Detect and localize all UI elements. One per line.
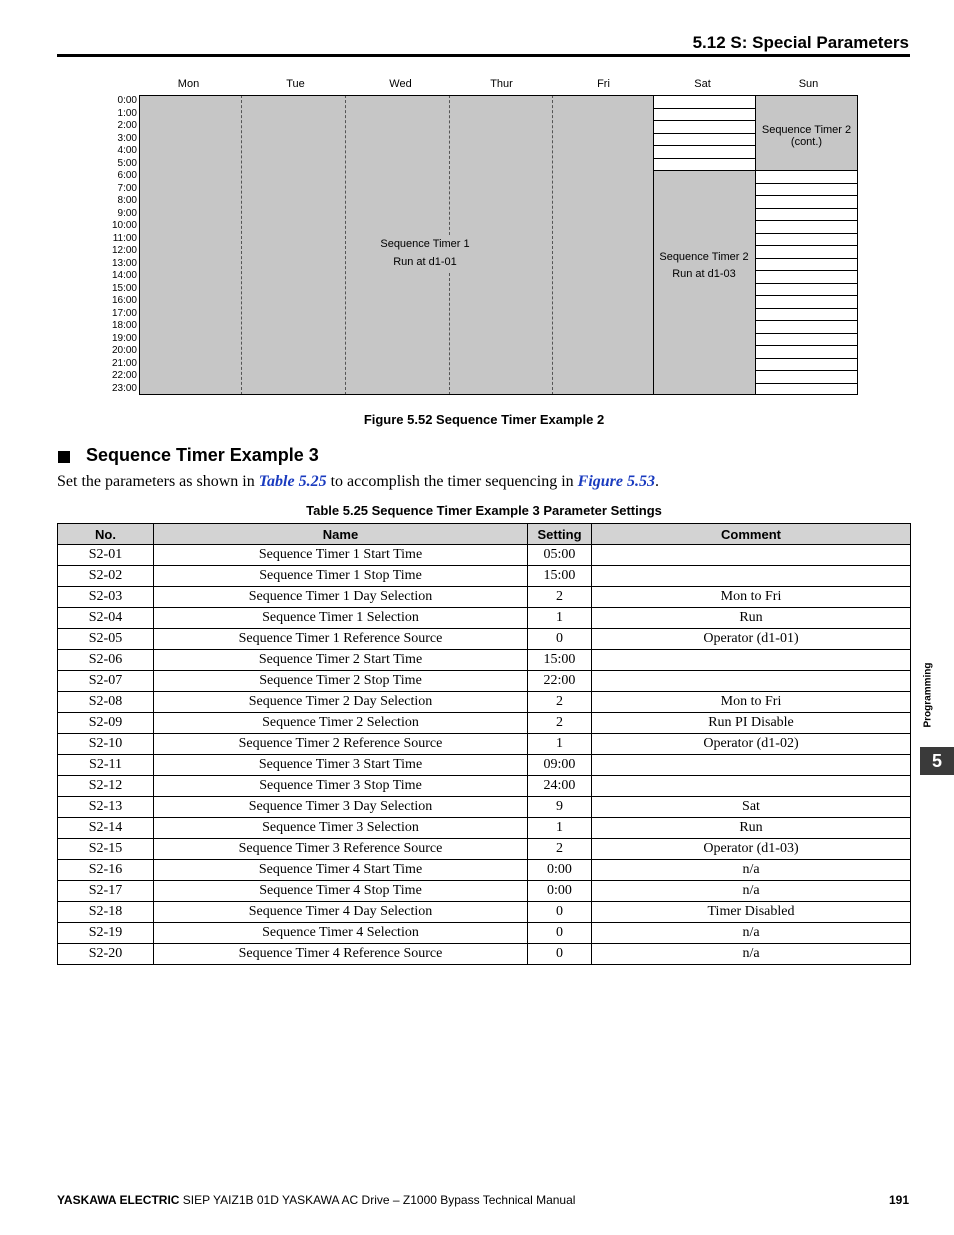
- cell-comment: Mon to Fri: [592, 692, 911, 713]
- footer-document-info: [57, 1193, 575, 1207]
- side-label-text: Programming: [922, 662, 934, 728]
- cell-comment: [592, 566, 911, 587]
- cell-comment: [592, 650, 911, 671]
- cell-no: S2-04: [58, 608, 154, 629]
- cell-no: S2-15: [58, 839, 154, 860]
- section-heading: Sequence Timer Example 3: [86, 445, 319, 465]
- cell-name: Sequence Timer 4 Day Selection: [154, 902, 528, 923]
- cell-name: Sequence Timer 1 Reference Source: [154, 629, 528, 650]
- cell-setting: 0:00: [528, 860, 592, 881]
- figure-reference-link[interactable]: Figure 5.53: [577, 473, 655, 490]
- table-row: [58, 566, 911, 587]
- timer1-run-label: Run at d1-01: [393, 256, 457, 268]
- header-name: Name: [154, 524, 528, 545]
- time-label: 13:00: [111, 257, 137, 269]
- table-row: [58, 776, 911, 797]
- time-label: 8:00: [117, 195, 137, 206]
- day-label-sun: Sun: [798, 78, 819, 90]
- day-label-tue: Tue: [286, 78, 305, 90]
- footer-doc-title: SIEP YAIZ1B 01D YASKAWA AC Drive – Z1000 Bypass Technical Manual: [179, 1193, 576, 1207]
- section-bullet-icon: [58, 451, 70, 463]
- table-row: [58, 692, 911, 713]
- cell-setting: 9: [528, 797, 592, 818]
- day-label-thur: Thur: [490, 78, 513, 90]
- time-label: 12:00: [111, 245, 137, 256]
- cell-setting: 2: [528, 713, 592, 734]
- table-caption: Table 5.25 Sequence Timer Example 3 Parameter Settings: [306, 503, 662, 518]
- cell-no: S2-07: [58, 671, 154, 692]
- cell-no: S2-08: [58, 692, 154, 713]
- cell-comment: Mon to Fri: [592, 587, 911, 608]
- cell-name: Sequence Timer 3 Day Selection: [154, 797, 528, 818]
- cell-comment: n/a: [592, 860, 911, 881]
- cell-no: S2-06: [58, 650, 154, 671]
- cell-setting: 09:00: [528, 755, 592, 776]
- table-row: [58, 923, 911, 944]
- cell-setting: 1: [528, 734, 592, 755]
- table-row: [58, 944, 911, 965]
- cell-comment: Sat: [592, 797, 911, 818]
- table-row: [58, 818, 911, 839]
- table-row: [58, 629, 911, 650]
- chapter-tab[interactable]: 5: [920, 747, 954, 775]
- cell-no: S2-11: [58, 755, 154, 776]
- cell-no: S2-17: [58, 881, 154, 902]
- time-label: 5:00: [117, 157, 137, 169]
- time-label: 23:00: [111, 382, 137, 394]
- timer1-label: Sequence Timer 1: [380, 238, 470, 250]
- cell-name: Sequence Timer 2 Selection: [154, 713, 528, 734]
- time-label: 21:00: [111, 357, 137, 369]
- cell-name: Sequence Timer 4 Reference Source: [154, 944, 528, 965]
- time-label: 22:00: [111, 370, 137, 381]
- cell-setting: 24:00: [528, 776, 592, 797]
- cell-name: Sequence Timer 4 Selection: [154, 923, 528, 944]
- day-label-wed: Wed: [389, 78, 412, 90]
- table-row: [58, 755, 911, 776]
- cell-setting: 0: [528, 923, 592, 944]
- chart-border: [139, 95, 858, 395]
- table-row: [58, 839, 911, 860]
- time-label: 1:00: [117, 107, 137, 119]
- cell-name: Sequence Timer 3 Reference Source: [154, 839, 528, 860]
- table-row: [58, 797, 911, 818]
- cell-no: S2-13: [58, 797, 154, 818]
- table-row: [58, 671, 911, 692]
- time-label: 15:00: [111, 282, 137, 294]
- cell-name: Sequence Timer 2 Stop Time: [154, 671, 528, 692]
- cell-setting: 2: [528, 692, 592, 713]
- cell-setting: 0: [528, 629, 592, 650]
- time-label: 10:00: [111, 220, 137, 231]
- cell-comment: Run PI Disable: [592, 713, 911, 734]
- cell-comment: Run: [592, 818, 911, 839]
- parameter-table: [57, 523, 911, 965]
- cell-name: Sequence Timer 3 Stop Time: [154, 776, 528, 797]
- timer2-label: Sequence Timer 2: [659, 251, 749, 263]
- time-label: 16:00: [111, 295, 137, 306]
- timer2-cont-label: Sequence Timer 2: [761, 124, 852, 136]
- cell-no: S2-20: [58, 944, 154, 965]
- cell-setting: 1: [528, 818, 592, 839]
- day-label-mon: Mon: [177, 78, 200, 90]
- cell-name: Sequence Timer 3 Selection: [154, 818, 528, 839]
- cell-name: Sequence Timer 2 Reference Source: [154, 734, 528, 755]
- time-label: 14:00: [111, 270, 137, 281]
- cell-comment: [592, 755, 911, 776]
- day-label-sat: Sat: [694, 78, 711, 90]
- time-label: 7:00: [117, 182, 137, 194]
- table-row: [58, 545, 911, 566]
- cell-no: S2-18: [58, 902, 154, 923]
- cell-setting: 05:00: [528, 545, 592, 566]
- cell-no: S2-05: [58, 629, 154, 650]
- cell-comment: Timer Disabled: [592, 902, 911, 923]
- time-label: 6:00: [117, 170, 137, 181]
- cell-setting: 1: [528, 608, 592, 629]
- sequence-timer-chart: [139, 95, 858, 395]
- header-setting: Setting: [528, 524, 592, 545]
- time-label: 20:00: [111, 345, 137, 356]
- cell-no: S2-12: [58, 776, 154, 797]
- day-label-fri: Fri: [597, 78, 610, 90]
- table-row: [58, 587, 911, 608]
- table-row: [58, 881, 911, 902]
- section-title: 5.12 S: Special Parameters: [692, 33, 909, 52]
- cell-name: Sequence Timer 2 Start Time: [154, 650, 528, 671]
- cell-comment: n/a: [592, 881, 911, 902]
- timer2-run-label: Run at d1-03: [672, 268, 736, 280]
- header-rule: [57, 54, 910, 57]
- time-label: 19:00: [111, 332, 137, 344]
- cell-comment: Operator (d1-01): [592, 629, 911, 650]
- cell-no: S2-14: [58, 818, 154, 839]
- cell-comment: Operator (d1-03): [592, 839, 911, 860]
- cell-setting: 0: [528, 902, 592, 923]
- cell-comment: [592, 545, 911, 566]
- cell-setting: 0:00: [528, 881, 592, 902]
- cell-name: Sequence Timer 1 Stop Time: [154, 566, 528, 587]
- side-section-label: [893, 650, 954, 740]
- cell-name: Sequence Timer 1 Selection: [154, 608, 528, 629]
- table-reference-link[interactable]: Table 5.25: [258, 473, 327, 490]
- cell-no: S2-19: [58, 923, 154, 944]
- time-label: 17:00: [111, 307, 137, 319]
- table-row: [58, 608, 911, 629]
- table-row: [58, 860, 911, 881]
- timer2-cont-sub-label: (cont.): [790, 136, 823, 148]
- cell-comment: Run: [592, 608, 911, 629]
- cell-name: Sequence Timer 4 Start Time: [154, 860, 528, 881]
- cell-no: S2-16: [58, 860, 154, 881]
- cell-no: S2-01: [58, 545, 154, 566]
- intro-text: Set the parameters as shown in: [57, 473, 259, 490]
- cell-comment: Operator (d1-02): [592, 734, 911, 755]
- cell-no: S2-10: [58, 734, 154, 755]
- cell-comment: [592, 671, 911, 692]
- cell-no: S2-03: [58, 587, 154, 608]
- time-label: 0:00: [117, 95, 137, 106]
- cell-setting: 15:00: [528, 566, 592, 587]
- header-no: No.: [58, 524, 154, 545]
- cell-name: Sequence Timer 1 Day Selection: [154, 587, 528, 608]
- time-label: 11:00: [112, 232, 137, 244]
- cell-comment: n/a: [592, 944, 911, 965]
- time-label: 3:00: [117, 132, 137, 144]
- table-header-row: [58, 524, 911, 545]
- cell-setting: 0: [528, 944, 592, 965]
- cell-no: S2-02: [58, 566, 154, 587]
- table-row: [58, 902, 911, 923]
- cell-comment: [592, 776, 911, 797]
- cell-name: Sequence Timer 3 Start Time: [154, 755, 528, 776]
- table-row: [58, 734, 911, 755]
- page-number: 191: [888, 1193, 909, 1207]
- footer-brand: YASKAWA ELECTRIC: [57, 1193, 180, 1207]
- intro-text: to accomplish the timer sequencing in: [326, 473, 578, 490]
- cell-comment: n/a: [592, 923, 911, 944]
- table-row: [58, 650, 911, 671]
- figure-caption: Figure 5.52 Sequence Timer Example 2: [363, 412, 605, 427]
- cell-setting: 2: [528, 839, 592, 860]
- cell-name: Sequence Timer 4 Stop Time: [154, 881, 528, 902]
- header-comment: Comment: [592, 524, 911, 545]
- cell-name: Sequence Timer 2 Day Selection: [154, 692, 528, 713]
- intro-paragraph: [57, 473, 659, 491]
- cell-setting: 15:00: [528, 650, 592, 671]
- intro-text: .: [654, 473, 659, 490]
- cell-setting: 2: [528, 587, 592, 608]
- time-label: 2:00: [117, 120, 137, 131]
- time-label: 18:00: [111, 320, 137, 331]
- table-row: [58, 713, 911, 734]
- cell-name: Sequence Timer 1 Start Time: [154, 545, 528, 566]
- time-label: 4:00: [117, 145, 137, 156]
- cell-setting: 22:00: [528, 671, 592, 692]
- time-label: 9:00: [117, 207, 137, 219]
- cell-no: S2-09: [58, 713, 154, 734]
